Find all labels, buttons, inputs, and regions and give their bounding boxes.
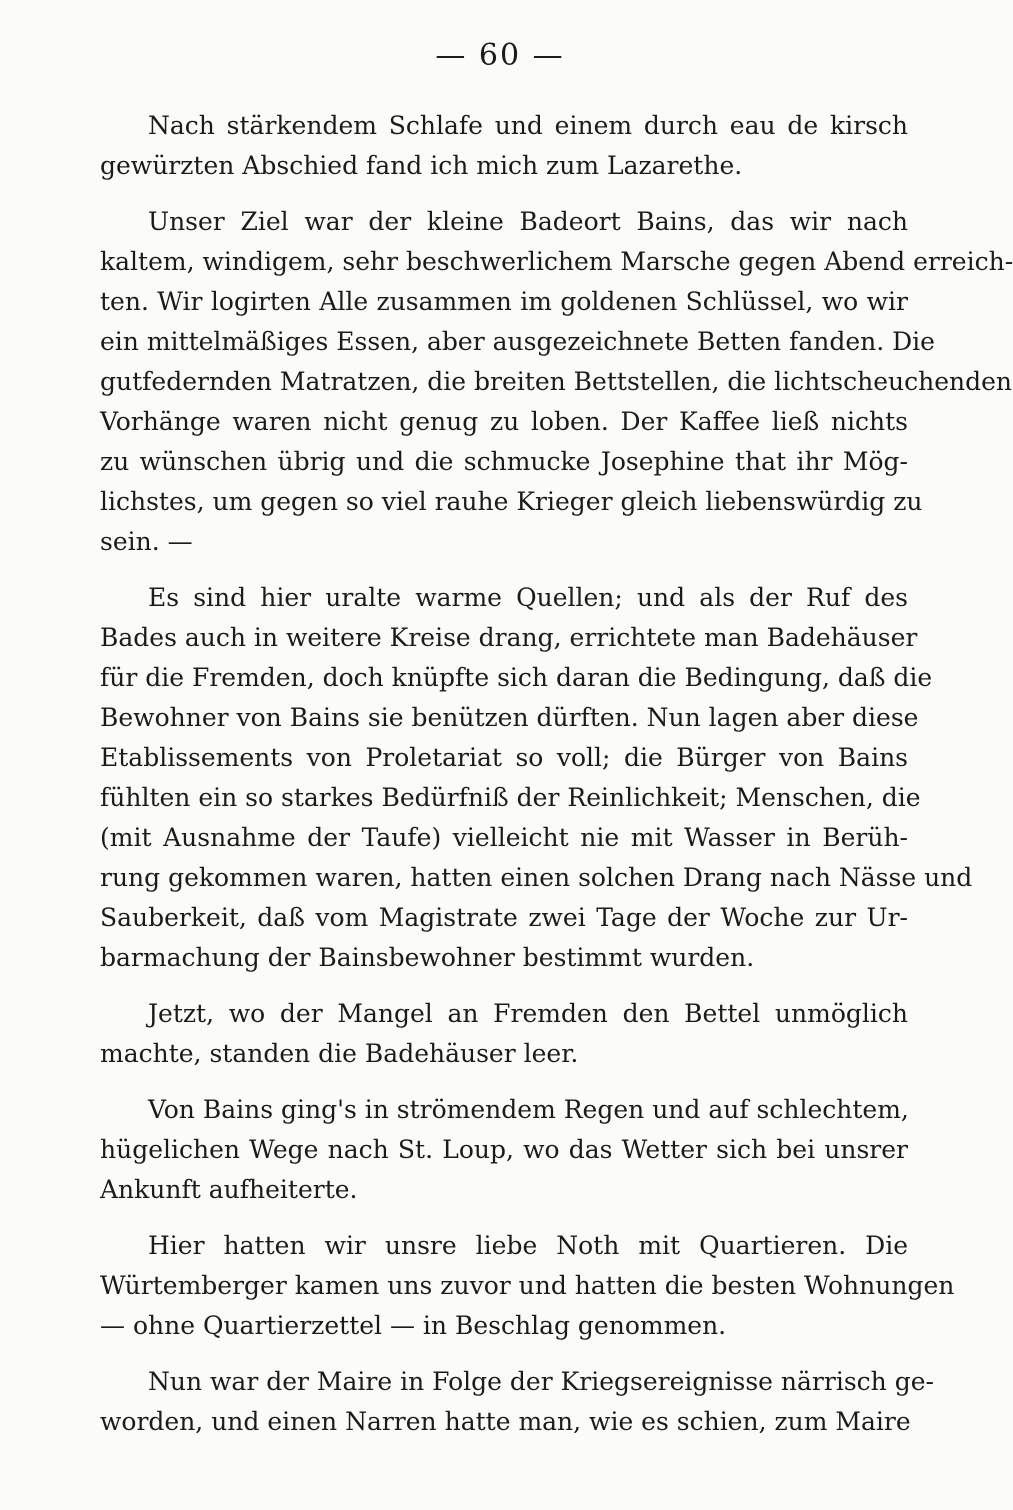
paragraph: [100, 1362, 934, 1442]
text-line: barmachung der Bainsbewohner bestimmt wurden.: [100, 943, 755, 972]
paragraph: [100, 1226, 955, 1346]
text-line: ein mittelmäßiges Essen, aber ausgezeichnete Betten fanden. Die: [100, 327, 935, 356]
text-line: kaltem, windigem, sehr beschwerlichem Marsche gegen Abend erreich-: [100, 247, 1013, 276]
paragraph: [100, 1090, 908, 1210]
text-line: (mit Ausnahme der Taufe) vielleicht nie mit Wasser in Berüh-: [100, 823, 908, 852]
text-line: Nun war der Maire in Folge der Kriegsereignisse närrisch ge-: [148, 1367, 934, 1396]
paragraph: [100, 578, 973, 978]
text-line: Bades auch in weitere Kreise drang, errichtete man Badehäuser: [100, 623, 918, 652]
text-line: — ohne Quartierzettel — in Beschlag genommen.: [100, 1311, 727, 1340]
text-line: Etablissements von Proletariat so voll; die Bürger von Bains: [100, 743, 908, 772]
paragraph: [100, 106, 908, 186]
text-line: rung gekommen waren, hatten einen solchen Drang nach Nässe und: [100, 863, 973, 892]
body-text: [100, 106, 1013, 1458]
text-line: Jetzt, wo der Mangel an Fremden den Bettel unmöglich: [148, 999, 908, 1028]
text-line: sein. —: [100, 527, 193, 556]
text-line: Ankunft aufheiterte.: [100, 1175, 358, 1204]
paragraph: [100, 202, 1013, 562]
text-line: lichstes, um gegen so viel rauhe Krieger gleich liebenswürdig zu: [100, 487, 923, 516]
text-line: Es sind hier uralte warme Quellen; und als der Ruf des: [148, 583, 908, 612]
text-line: gewürzten Abschied fand ich mich zum Lazarethe.: [100, 151, 743, 180]
text-line: Nach stärkendem Schlafe und einem durch eau de kirsch: [148, 111, 908, 140]
text-line: für die Fremden, doch knüpfte sich daran die Bedingung, daß die: [100, 663, 933, 692]
text-line: Vorhänge waren nicht genug zu loben. Der Kaffee ließ nichts: [100, 407, 908, 436]
text-line: Hier hatten wir unsre liebe Noth mit Quartieren. Die: [148, 1231, 908, 1260]
text-line: Unser Ziel war der kleine Badeort Bains, das wir nach: [148, 207, 908, 236]
text-line: fühlten ein so starkes Bedürfniß der Reinlichkeit; Menschen, die: [100, 783, 921, 812]
text-line: Bewohner von Bains sie benützen dürften. Nun lagen aber diese: [100, 703, 919, 732]
text-line: Von Bains ging's in strömendem Regen und auf schlechtem,: [148, 1095, 909, 1124]
text-line: hügelichen Wege nach St. Loup, wo das Wetter sich bei unsrer: [100, 1135, 908, 1164]
text-line: ten. Wir logirten Alle zusammen im goldenen Schlüssel, wo wir: [100, 287, 908, 316]
text-line: machte, standen die Badehäuser leer.: [100, 1039, 579, 1068]
paragraph: [100, 994, 908, 1074]
text-line: Würtemberger kamen uns zuvor und hatten die besten Wohnungen: [100, 1271, 955, 1300]
text-line: worden, und einen Narren hatte man, wie es schien, zum Maire: [100, 1407, 911, 1436]
text-line: zu wünschen übrig und die schmucke Josephine that ihr Mög-: [100, 447, 908, 476]
text-line: gutfedernden Matratzen, die breiten Bettstellen, die lichtscheuchenden: [100, 367, 1012, 396]
page-number: — 60 —: [435, 38, 565, 73]
text-line: Sauberkeit, daß vom Magistrate zwei Tage der Woche zur Ur-: [100, 903, 908, 932]
